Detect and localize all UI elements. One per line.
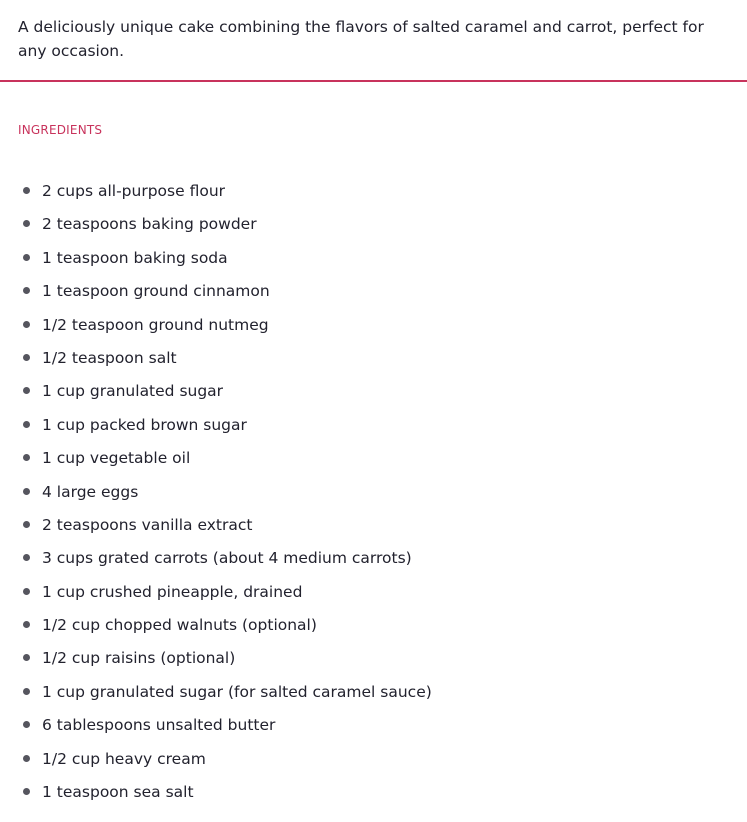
ingredients-heading: INGREDIENTS xyxy=(18,123,103,137)
bullet-icon xyxy=(23,521,30,528)
ingredient-text: 1 cup vegetable oil xyxy=(42,449,191,468)
ingredient-text: 4 large eggs xyxy=(42,482,139,501)
ingredient-text: 1/2 cup heavy cream xyxy=(42,749,206,768)
ingredient-item xyxy=(18,510,432,543)
bullet-icon xyxy=(23,755,30,762)
ingredient-item xyxy=(18,443,432,476)
ingredient-text: 2 cups all-purpose flour xyxy=(42,182,226,200)
ingredient-text: 1 cup granulated sugar xyxy=(42,382,224,401)
bullet-icon xyxy=(23,254,30,261)
ingredient-item xyxy=(18,477,432,510)
bullet-icon xyxy=(23,454,30,461)
bullet-icon xyxy=(23,187,30,194)
bullet-icon xyxy=(23,421,30,428)
ingredients-list xyxy=(18,176,432,810)
bullet-icon xyxy=(23,354,30,361)
ingredient-text: 1 teaspoon baking soda xyxy=(42,248,228,267)
ingredient-text: 1 teaspoon sea salt xyxy=(42,783,194,802)
ingredient-item xyxy=(18,543,432,576)
ingredient-item xyxy=(18,744,432,777)
ingredient-item xyxy=(18,310,432,343)
ingredient-text: 1 teaspoon ground cinnamon xyxy=(42,282,270,301)
section-divider xyxy=(0,80,747,82)
ingredient-text: 1/2 teaspoon salt xyxy=(42,348,177,367)
recipe-description: A deliciously unique cake combining the flavors of salted caramel and carrot, perfect for any occasion. xyxy=(18,18,704,60)
bullet-icon xyxy=(23,688,30,695)
bullet-icon xyxy=(23,621,30,628)
ingredient-text: 1/2 cup raisins (optional) xyxy=(42,649,236,668)
ingredient-item xyxy=(18,410,432,443)
ingredient-item xyxy=(18,276,432,309)
ingredient-item xyxy=(18,777,432,810)
ingredient-item xyxy=(18,376,432,409)
ingredient-item xyxy=(18,176,432,209)
ingredient-item xyxy=(18,710,432,743)
ingredient-text: 1/2 cup chopped walnuts (optional) xyxy=(42,616,317,635)
ingredient-text: 2 teaspoons baking powder xyxy=(42,215,257,234)
ingredient-item xyxy=(18,243,432,276)
ingredient-item xyxy=(18,577,432,610)
bullet-icon xyxy=(23,721,30,728)
bullet-icon xyxy=(23,554,30,561)
bullet-icon xyxy=(23,788,30,795)
bullet-icon xyxy=(23,220,30,227)
bullet-icon xyxy=(23,321,30,328)
ingredient-item xyxy=(18,610,432,643)
bullet-icon xyxy=(23,588,30,595)
ingredient-text: 2 teaspoons vanilla extract xyxy=(42,515,253,534)
ingredient-item xyxy=(18,643,432,676)
ingredient-text: 1/2 teaspoon ground nutmeg xyxy=(42,315,269,334)
ingredient-text: 3 cups grated carrots (about 4 medium carrots) xyxy=(42,549,412,568)
ingredient-item xyxy=(18,343,432,376)
bullet-icon xyxy=(23,654,30,661)
bullet-icon xyxy=(23,387,30,394)
ingredient-text: 1 cup granulated sugar (for salted caramel sauce) xyxy=(42,682,432,701)
bullet-icon xyxy=(23,488,30,495)
bullet-icon xyxy=(23,287,30,294)
ingredient-item xyxy=(18,209,432,242)
ingredient-text: 1 cup crushed pineapple, drained xyxy=(42,582,303,601)
ingredient-text: 1 cup packed brown sugar xyxy=(42,415,247,434)
ingredient-item xyxy=(18,677,432,710)
ingredient-text: 6 tablespoons unsalted butter xyxy=(42,716,276,735)
